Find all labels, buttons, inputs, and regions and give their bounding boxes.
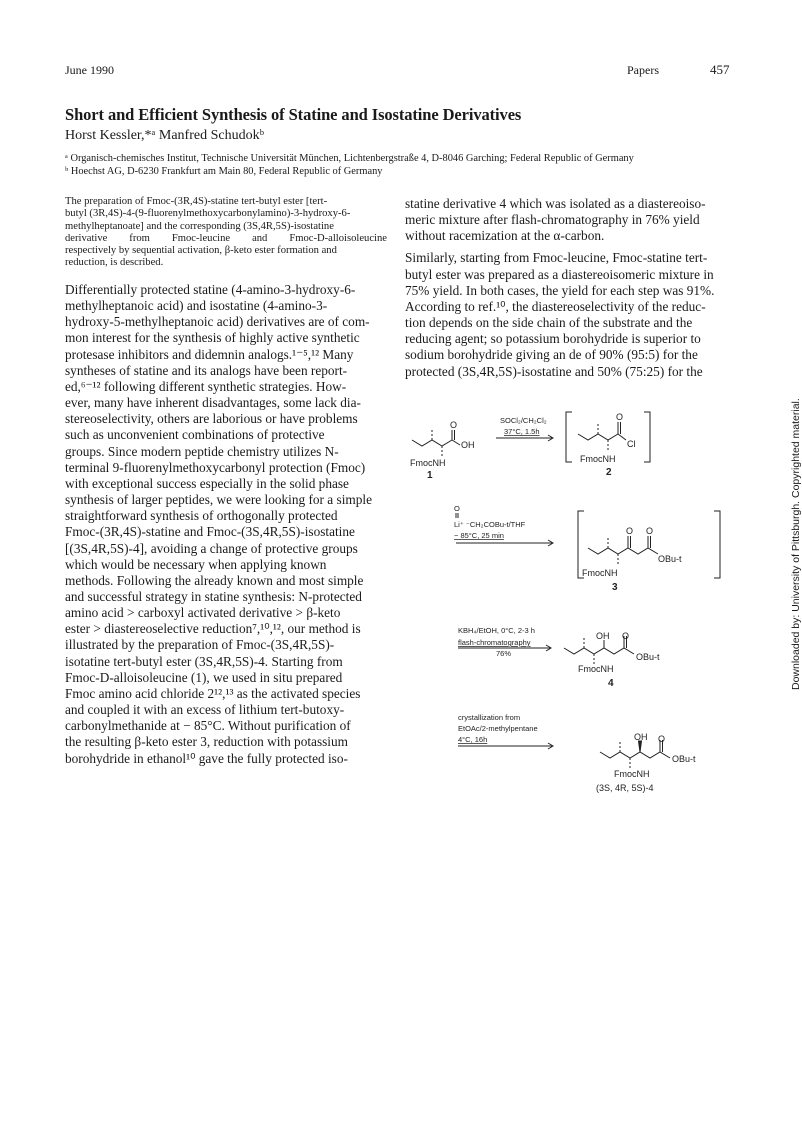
label-fmocnh: FmocNH	[582, 568, 618, 578]
label-o: O	[646, 526, 654, 536]
affiliation-b: ᵇ Hoechst AG, D-6230 Frankfurt am Main 80, Federal Republic of Germany	[65, 166, 383, 177]
body-line: 75% yield. In both cases, the yield for each step was 91%.	[405, 282, 715, 298]
body-line: stereoselectivity, others are laborious or have problems	[65, 411, 358, 427]
body-line: syntheses of statine and its analogs have been report-	[65, 362, 348, 378]
body-line: borohydride in ethanol¹⁰ gave the fully protected iso-	[65, 750, 348, 766]
body-column-left	[65, 282, 387, 767]
body-line: reducing agent; so potassium borohydride is superior to	[405, 331, 701, 347]
final-compound-label: (3S, 4R, 5S)-4	[596, 783, 654, 793]
abstract-line: butyl (3R,4S)-4-(9-fluorenylmethoxycarbonylamino)-3-hydroxy-6-	[65, 208, 351, 220]
body-line: straightforward synthesis of orthogonally protected	[65, 508, 338, 524]
body-line: According to ref.¹⁰, the diastereoselectivity of the reduc-	[405, 298, 706, 314]
step4-line2: EtOAc/2-methylpentane	[458, 724, 538, 733]
body-line: Differentially protected statine (4-amino-3-hydroxy-6-	[65, 282, 356, 297]
body-line: ed,⁶⁻¹² following different synthetic strategies. How-	[65, 378, 347, 394]
step3-yield: 76%	[496, 649, 512, 658]
body-line: carbonylmethanide at − 85°C. Without purification of	[65, 718, 351, 734]
abstract-line: reduction, is described.	[65, 257, 164, 269]
compound-number-4: 4	[608, 678, 614, 689]
body-line: butyl ester was prepared as a diastereoisomeric mixture in	[405, 266, 714, 282]
abstract-line: derivative from Fmoc-leucine and Fmoc-D-alloisoleucine	[65, 232, 387, 244]
compound-1-structure	[412, 430, 460, 456]
label-o: O	[622, 631, 630, 641]
step1-conditions: 37°C, 1.5h	[504, 427, 540, 436]
body-line: ester > diastereoselective reduction⁷,¹⁰,¹², our method is	[65, 621, 361, 637]
body-line: sodium borohydride giving an de of 90% (95:5) for the	[405, 347, 698, 363]
label-cl: Cl	[627, 439, 636, 449]
body-line: protected (3S,4R,5S)-isostatine and 50% (75:25) for the	[405, 363, 703, 379]
label-fmocnh: FmocNH	[578, 664, 614, 674]
body-line: protesase inhibitors and didemnin analogs.¹⁻⁵,¹² Many	[65, 346, 354, 362]
body-line: such as unconvenient combinations of protective	[65, 427, 325, 443]
reaction-arrow-2	[456, 540, 553, 546]
step2-conditions: − 85°C, 25 min	[454, 531, 504, 540]
page-number: 457	[710, 62, 730, 77]
label-obut: OBu-t	[636, 652, 660, 662]
label-obut: OBu-t	[658, 554, 682, 564]
body-line: without racemization at the α-carbon.	[405, 228, 605, 244]
abstract-line: methylheptanoate] and the corresponding (3S,4R,5S)-isostatine	[65, 220, 334, 232]
body-line: [(3S,4R,5S)-4], avoiding a change of protective groups	[65, 540, 358, 556]
affiliation-a: ᵃ Organisch-chemisches Institut, Technische Universität München, Lichtenbergstraße 4, D-8046 Garching; Federal Republic of Germany	[65, 153, 634, 164]
body-line: groups. Since modern peptide chemistry utilizes N-	[65, 443, 339, 459]
step1-reagent: SOCl₂/CH₂Cl₂	[500, 416, 547, 425]
step2-reagent: Li⁺ ⁻CH₂COBu-t/THF	[454, 520, 526, 529]
compound-number-3: 3	[612, 582, 618, 593]
body-line: methods. Following the already known and most simple	[65, 572, 364, 588]
body-line: the resulting β-keto ester 3, reduction with potassium	[65, 734, 348, 750]
body-line: synthesis of larger peptides, we were looking for a simple	[65, 492, 372, 508]
body-line: meric mixture after flash-chromatography in 76% yield	[405, 212, 700, 228]
label-o: O	[626, 526, 634, 536]
abstract-line: respectively by sequential activation, β-keto ester formation and	[65, 245, 337, 257]
body-line: illustrated by the preparation of Fmoc-(3S,4R,5S)-	[65, 637, 335, 653]
body-line: hydroxy-5-methylheptanoic acid) derivatives are of com-	[65, 314, 370, 330]
body-line: amino acid > carboxyl activated derivative > β-keto	[65, 605, 341, 621]
label-o: O	[450, 420, 458, 430]
step4-line1: crystallization from	[458, 713, 521, 722]
running-header-date: June 1990	[65, 63, 114, 77]
body-line: statine derivative 4 which was isolated as a diastereoiso-	[405, 196, 706, 211]
label-o: O	[658, 734, 666, 744]
step2-carbonyl: O	[454, 504, 460, 513]
carbonyl-bond	[456, 513, 458, 518]
step3-purification: flash-chromatography	[458, 638, 531, 647]
step4-conditions: 4°C, 16h	[458, 735, 488, 744]
body-line: with exceptional success especially in the solid phase	[65, 475, 349, 491]
step3-reagent: KBH₄/EtOH, 0°C, 2-3 h	[458, 626, 535, 635]
body-line: mon interest for the synthesis of highly active synthetic	[65, 330, 360, 346]
body-line: Fmoc amino acid chloride 2¹²,¹³ as the activated species	[65, 685, 361, 701]
label-oh: OH	[461, 440, 475, 450]
body-line: Similarly, starting from Fmoc-leucine, Fmoc-statine tert-	[405, 250, 708, 266]
article-title: Short and Efficient Synthesis of Statine and Isostatine Derivatives	[65, 105, 522, 124]
body-line: ever, many have inherent disadvantages, some lack dia-	[65, 395, 361, 411]
label-obut: OBu-t	[672, 754, 696, 764]
compound-number-2: 2	[606, 467, 612, 478]
abstract-line: The preparation of Fmoc-(3R,4S)-statine tert-butyl ester [tert-	[65, 196, 328, 207]
label-o: O	[616, 412, 624, 422]
reaction-scheme	[400, 400, 740, 810]
body-line: Fmoc-(3R,4S)-statine and Fmoc-(3S,4R,5S)-isostatine	[65, 524, 355, 540]
body-column-right	[405, 196, 729, 380]
final-compound-structure	[600, 740, 670, 768]
body-line: methylheptanoic acid) and isostatine (4-amino-3-	[65, 298, 328, 314]
running-header-journal: Papers	[627, 63, 659, 77]
body-line: which would be necessary when applying known	[65, 556, 327, 572]
label-oh: OH	[596, 631, 610, 641]
body-line: tion depends on the side chain of the substrate and the	[405, 315, 693, 331]
download-watermark: Downloaded by: University of Pittsburgh. Copyrighted material.	[790, 398, 802, 690]
label-fmocnh: FmocNH	[614, 769, 650, 779]
authors: Horst Kessler,*ᵃ Manfred Schudokᵇ	[65, 128, 264, 143]
body-line: and successful strategy in statine synthesis: N-protected	[65, 588, 362, 604]
body-line: Fmoc-D-alloisoleucine (1), we used in situ prepared	[65, 669, 343, 685]
compound-number-1: 1	[427, 470, 433, 481]
label-oh: OH	[634, 732, 648, 742]
body-line: and coupled it with an excess of lithium tert-butoxy-	[65, 702, 345, 718]
label-fmocnh: FmocNH	[410, 458, 446, 468]
body-line: isotatine tert-butyl ester (3S,4R,5S)-4. Starting from	[65, 653, 343, 669]
abstract	[65, 196, 387, 270]
body-line: terminal 9-fluorenylmethoxycarbonyl protection (Fmoc)	[65, 459, 366, 475]
label-fmocnh: FmocNH	[580, 454, 616, 464]
